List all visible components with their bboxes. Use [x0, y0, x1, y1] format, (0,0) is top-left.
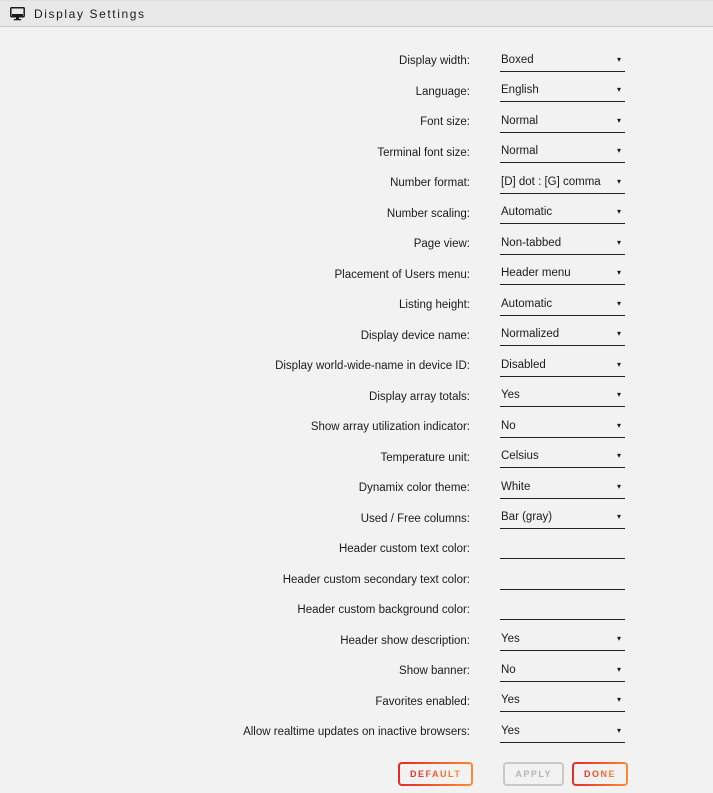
form-row — [0, 565, 713, 596]
field-label-header-custom-background-color: Header custom background color: — [297, 604, 470, 617]
form-row — [0, 595, 713, 626]
select-value: Normalized — [501, 328, 560, 341]
select-value: Non-tabbed — [501, 236, 562, 249]
form-row — [0, 107, 713, 138]
field-label-header-show-description: Header show description: — [340, 634, 470, 647]
caret-down-icon: ▾ — [616, 237, 621, 247]
caret-down-icon: ▾ — [616, 329, 621, 339]
field-label-allow-realtime-updates-on-inactive-browsers: Allow realtime updates on inactive browsers: — [243, 726, 470, 739]
field-label-page-view: Page view: — [413, 238, 470, 251]
field-label-font-size: Font size: — [420, 116, 470, 129]
field-label-used-free-columns: Used / Free columns: — [360, 512, 470, 525]
select-value: Automatic — [501, 206, 553, 219]
caret-down-icon: ▾ — [616, 85, 621, 95]
select-value: [D] dot : [G] comma — [501, 175, 601, 188]
caret-down-icon: ▾ — [616, 451, 621, 461]
field-label-language: Language: — [415, 85, 470, 98]
field-control — [500, 203, 625, 224]
button-label: APPLY — [515, 768, 553, 779]
form-row — [0, 168, 713, 199]
form-row — [0, 77, 713, 108]
select-show-banner[interactable] — [500, 661, 625, 682]
form-row — [0, 260, 713, 291]
field-label-number-format: Number format: — [390, 177, 470, 190]
page-title: Display Settings — [34, 6, 146, 21]
field-control — [500, 447, 625, 468]
field-control — [500, 600, 625, 620]
select-allow-realtime-updates-on-inactive-browsers[interactable] — [500, 722, 625, 743]
field-control — [500, 478, 625, 499]
titlebar — [0, 0, 713, 27]
select-value: Yes — [501, 633, 520, 646]
form-row — [0, 46, 713, 77]
input-header-custom-background-color[interactable] — [500, 600, 625, 620]
done-button[interactable] — [572, 762, 628, 786]
input-header-custom-text-color[interactable] — [500, 539, 625, 559]
select-terminal-font-size[interactable] — [500, 142, 625, 163]
select-listing-height[interactable] — [500, 295, 625, 316]
field-control — [500, 81, 625, 102]
select-number-scaling[interactable] — [500, 203, 625, 224]
field-control — [500, 630, 625, 651]
button-label: DONE — [584, 768, 617, 779]
form-row — [0, 229, 713, 260]
field-control — [500, 386, 625, 407]
field-control — [500, 417, 625, 438]
field-control — [500, 661, 625, 682]
field-label-header-custom-text-color: Header custom text color: — [338, 543, 470, 556]
form-row — [0, 443, 713, 474]
form-row — [0, 351, 713, 382]
select-dynamix-color-theme[interactable] — [500, 478, 625, 499]
select-value: Yes — [501, 389, 520, 402]
caret-down-icon: ▾ — [616, 54, 621, 64]
select-value: Normal — [501, 145, 539, 158]
form-row — [0, 138, 713, 169]
caret-down-icon: ▾ — [616, 115, 621, 125]
footer-buttons — [0, 762, 713, 786]
caret-down-icon: ▾ — [616, 512, 621, 522]
select-value: White — [501, 480, 531, 493]
select-show-array-utilization-indicator[interactable] — [500, 417, 625, 438]
form-row — [0, 199, 713, 230]
caret-down-icon: ▾ — [616, 420, 621, 430]
select-value: Celsius — [501, 450, 539, 463]
select-display-array-totals[interactable] — [500, 386, 625, 407]
select-value: Bar (gray) — [501, 511, 553, 524]
field-control — [500, 295, 625, 316]
form-row — [0, 534, 713, 565]
select-placement-of-users-menu[interactable] — [500, 264, 625, 285]
button-label: DEFAULT — [410, 768, 462, 779]
caret-down-icon: ▾ — [616, 664, 621, 674]
select-value: Disabled — [501, 358, 546, 371]
caret-down-icon: ▾ — [616, 298, 621, 308]
caret-down-icon: ▾ — [616, 207, 621, 217]
field-control — [500, 264, 625, 285]
field-label-display-width: Display width: — [399, 55, 470, 68]
select-value: No — [501, 419, 516, 432]
select-font-size[interactable] — [500, 112, 625, 133]
select-display-device-name[interactable] — [500, 325, 625, 346]
caret-down-icon: ▾ — [616, 481, 621, 491]
apply-button — [503, 762, 564, 786]
select-value: Boxed — [501, 53, 534, 66]
form-row — [0, 687, 713, 718]
field-label-listing-height: Listing height: — [399, 299, 470, 312]
select-value: Yes — [501, 694, 520, 707]
form-row — [0, 656, 713, 687]
field-control — [500, 142, 625, 163]
caret-down-icon: ▾ — [616, 146, 621, 156]
caret-down-icon: ▾ — [616, 725, 621, 735]
select-header-show-description[interactable] — [500, 630, 625, 651]
field-control — [500, 112, 625, 133]
field-label-header-custom-secondary-text-color: Header custom secondary text color: — [282, 573, 470, 586]
caret-down-icon: ▾ — [616, 176, 621, 186]
select-temperature-unit[interactable] — [500, 447, 625, 468]
field-label-display-device-name: Display device name: — [360, 329, 470, 342]
field-control — [500, 325, 625, 346]
field-control — [500, 51, 625, 72]
caret-down-icon: ▾ — [616, 268, 621, 278]
field-label-show-banner: Show banner: — [399, 665, 470, 678]
field-label-number-scaling: Number scaling: — [386, 207, 470, 220]
monitor-icon — [10, 7, 25, 21]
select-value: Header menu — [501, 267, 571, 280]
field-control — [500, 570, 625, 590]
select-language[interactable] — [500, 81, 625, 102]
field-label-show-array-utilization-indicator: Show array utilization indicator: — [310, 421, 470, 434]
input-header-custom-secondary-text-color[interactable] — [500, 570, 625, 590]
field-label-temperature-unit: Temperature unit: — [380, 451, 470, 464]
form-row — [0, 290, 713, 321]
field-control — [500, 691, 625, 712]
select-used-free-columns[interactable] — [500, 508, 625, 529]
field-control — [500, 508, 625, 529]
field-label-terminal-font-size: Terminal font size: — [377, 146, 470, 159]
field-control — [500, 722, 625, 743]
field-control — [500, 539, 625, 559]
form-row — [0, 504, 713, 535]
form-row — [0, 412, 713, 443]
select-value: No — [501, 663, 516, 676]
select-display-world-wide-name-in-device-id[interactable] — [500, 356, 625, 377]
caret-down-icon: ▾ — [616, 359, 621, 369]
select-value: Yes — [501, 724, 520, 737]
field-control — [500, 173, 625, 194]
form-row — [0, 473, 713, 504]
select-value: Normal — [501, 114, 539, 127]
select-value: Automatic — [501, 297, 553, 310]
field-label-display-array-totals: Display array totals: — [369, 390, 470, 403]
form-row — [0, 382, 713, 413]
caret-down-icon: ▾ — [616, 695, 621, 705]
select-favorites-enabled[interactable] — [500, 691, 625, 712]
field-label-placement-of-users-menu: Placement of Users menu: — [334, 268, 470, 281]
form-row — [0, 717, 713, 748]
select-page-view[interactable] — [500, 234, 625, 255]
field-label-favorites-enabled: Favorites enabled: — [375, 695, 470, 708]
form-row — [0, 626, 713, 657]
field-label-display-world-wide-name-in-device-id: Display world-wide-name in device ID: — [275, 360, 470, 373]
caret-down-icon: ▾ — [616, 390, 621, 400]
default-button[interactable] — [398, 762, 473, 786]
field-control — [500, 356, 625, 377]
select-value: English — [501, 84, 539, 97]
settings-form — [0, 27, 713, 748]
caret-down-icon: ▾ — [616, 634, 621, 644]
select-number-format[interactable] — [500, 173, 625, 194]
field-control — [500, 234, 625, 255]
form-row — [0, 321, 713, 352]
select-display-width[interactable] — [500, 51, 625, 72]
field-label-dynamix-color-theme: Dynamix color theme: — [358, 482, 470, 495]
